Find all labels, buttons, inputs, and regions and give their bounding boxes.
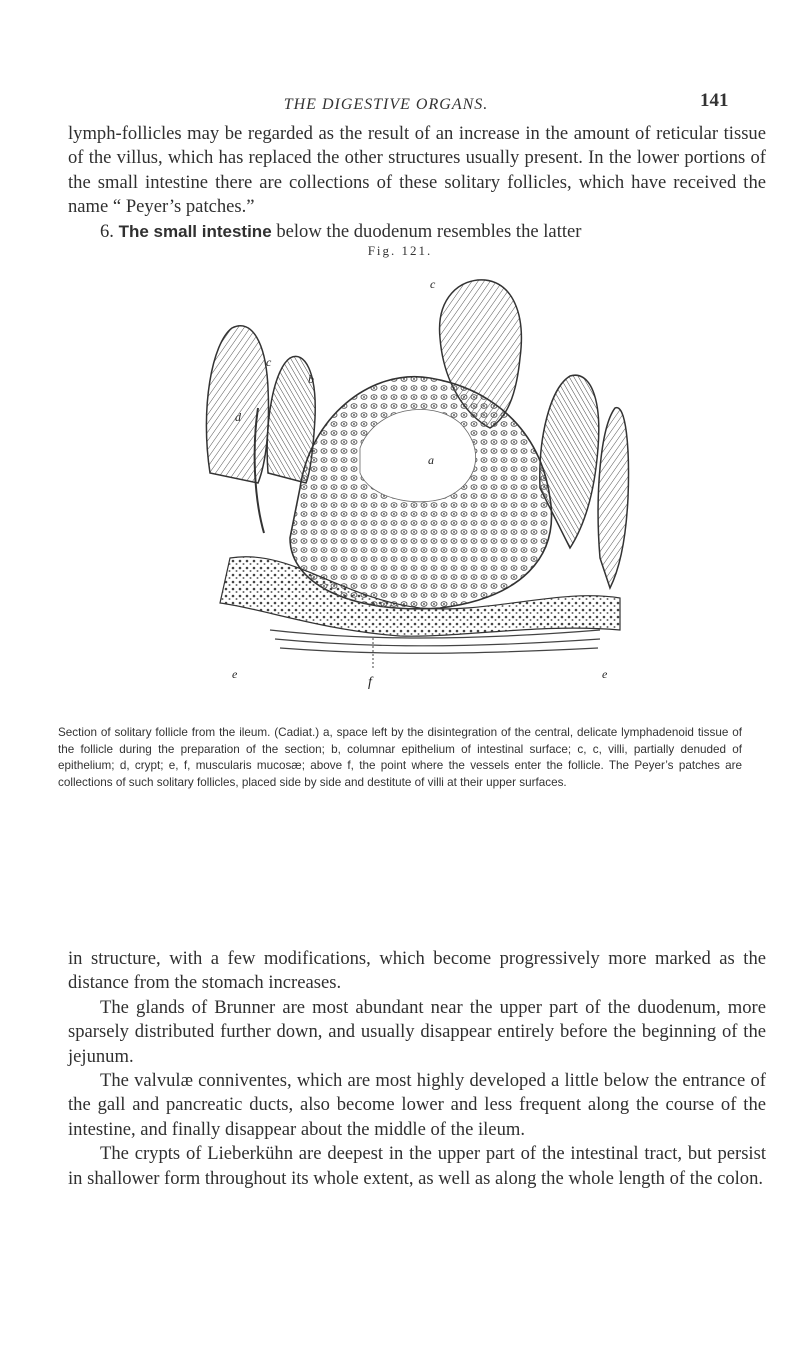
villus-left bbox=[206, 326, 268, 483]
caption-text: Section of solitary follicle from the ileum. (Cadiat.) a, space left by the disintegration of the central, delicate lymphadenoid tissue of the follicle during the preparation of the section; b, columnar epithelium of intestinal surface; c, c, villi, partially denuded of epithelium; d, crypt; e, f, muscularis mucosæ; above f, the point where the vessels enter the follicle. The Peyer’s patches are collections of such solitary follicles, placed side by side and destitute of villi at their upper surfaces. bbox=[58, 726, 742, 789]
item-heading: The small intestine bbox=[118, 221, 272, 241]
figure-caption bbox=[58, 725, 742, 791]
label-e1: e bbox=[232, 667, 238, 681]
paragraph: in structure, with a few modifications, which become progressively more marked as the distance from the stomach increases. bbox=[68, 948, 766, 994]
label-c2: c bbox=[430, 277, 436, 291]
label-a: a bbox=[428, 453, 434, 467]
item-number: 6. bbox=[100, 220, 114, 242]
bottom-text-block bbox=[68, 947, 766, 1191]
running-head: THE DIGESTIVE ORGANS. bbox=[283, 96, 489, 113]
label-f: f bbox=[368, 675, 372, 690]
figure-label: Fig. 121. bbox=[367, 243, 433, 258]
label-b: b bbox=[308, 372, 314, 386]
paragraph: The valvulæ conniventes, which are most highly developed a little below the entrance of the gall and pancreatic ducts, also become lower and less frequent along the course of the intestine, and finally disappear about the middle of the ileum. bbox=[68, 1070, 766, 1140]
label-d: d bbox=[235, 410, 241, 424]
villus-far-right bbox=[598, 408, 628, 588]
paragraph-text: lymph-follicles may be regarded as the result of an increase in the amount of reticular tissue of the villus, which has replaced the other structures usually present. In the lower portions of the small intestine there are collections of these solitary follicles, which have received the name “ Peyer’s patches.” bbox=[68, 123, 766, 218]
label-c1: c bbox=[266, 355, 272, 369]
paragraph: The crypts of Lieberkühn are deepest in the upper part of the intestinal tract, but persist in shallower form throughout its whole extent, as well as along the whole length of the colon. bbox=[68, 1143, 766, 1189]
histology-figure bbox=[140, 258, 630, 690]
numbered-paragraph bbox=[68, 220, 766, 244]
item-text: below the duodenum resembles the latter bbox=[276, 220, 582, 242]
paragraph bbox=[68, 122, 766, 220]
label-e2: e bbox=[602, 667, 608, 681]
page-number: 141 bbox=[700, 90, 729, 111]
paragraph: The glands of Brunner are most abundant near the upper part of the duodenum, more sparsely distributed further down, and usually disappear entirely before the beginning of the jejunum. bbox=[68, 996, 766, 1067]
follicle-illustration bbox=[140, 258, 630, 690]
top-text-block bbox=[68, 122, 766, 244]
